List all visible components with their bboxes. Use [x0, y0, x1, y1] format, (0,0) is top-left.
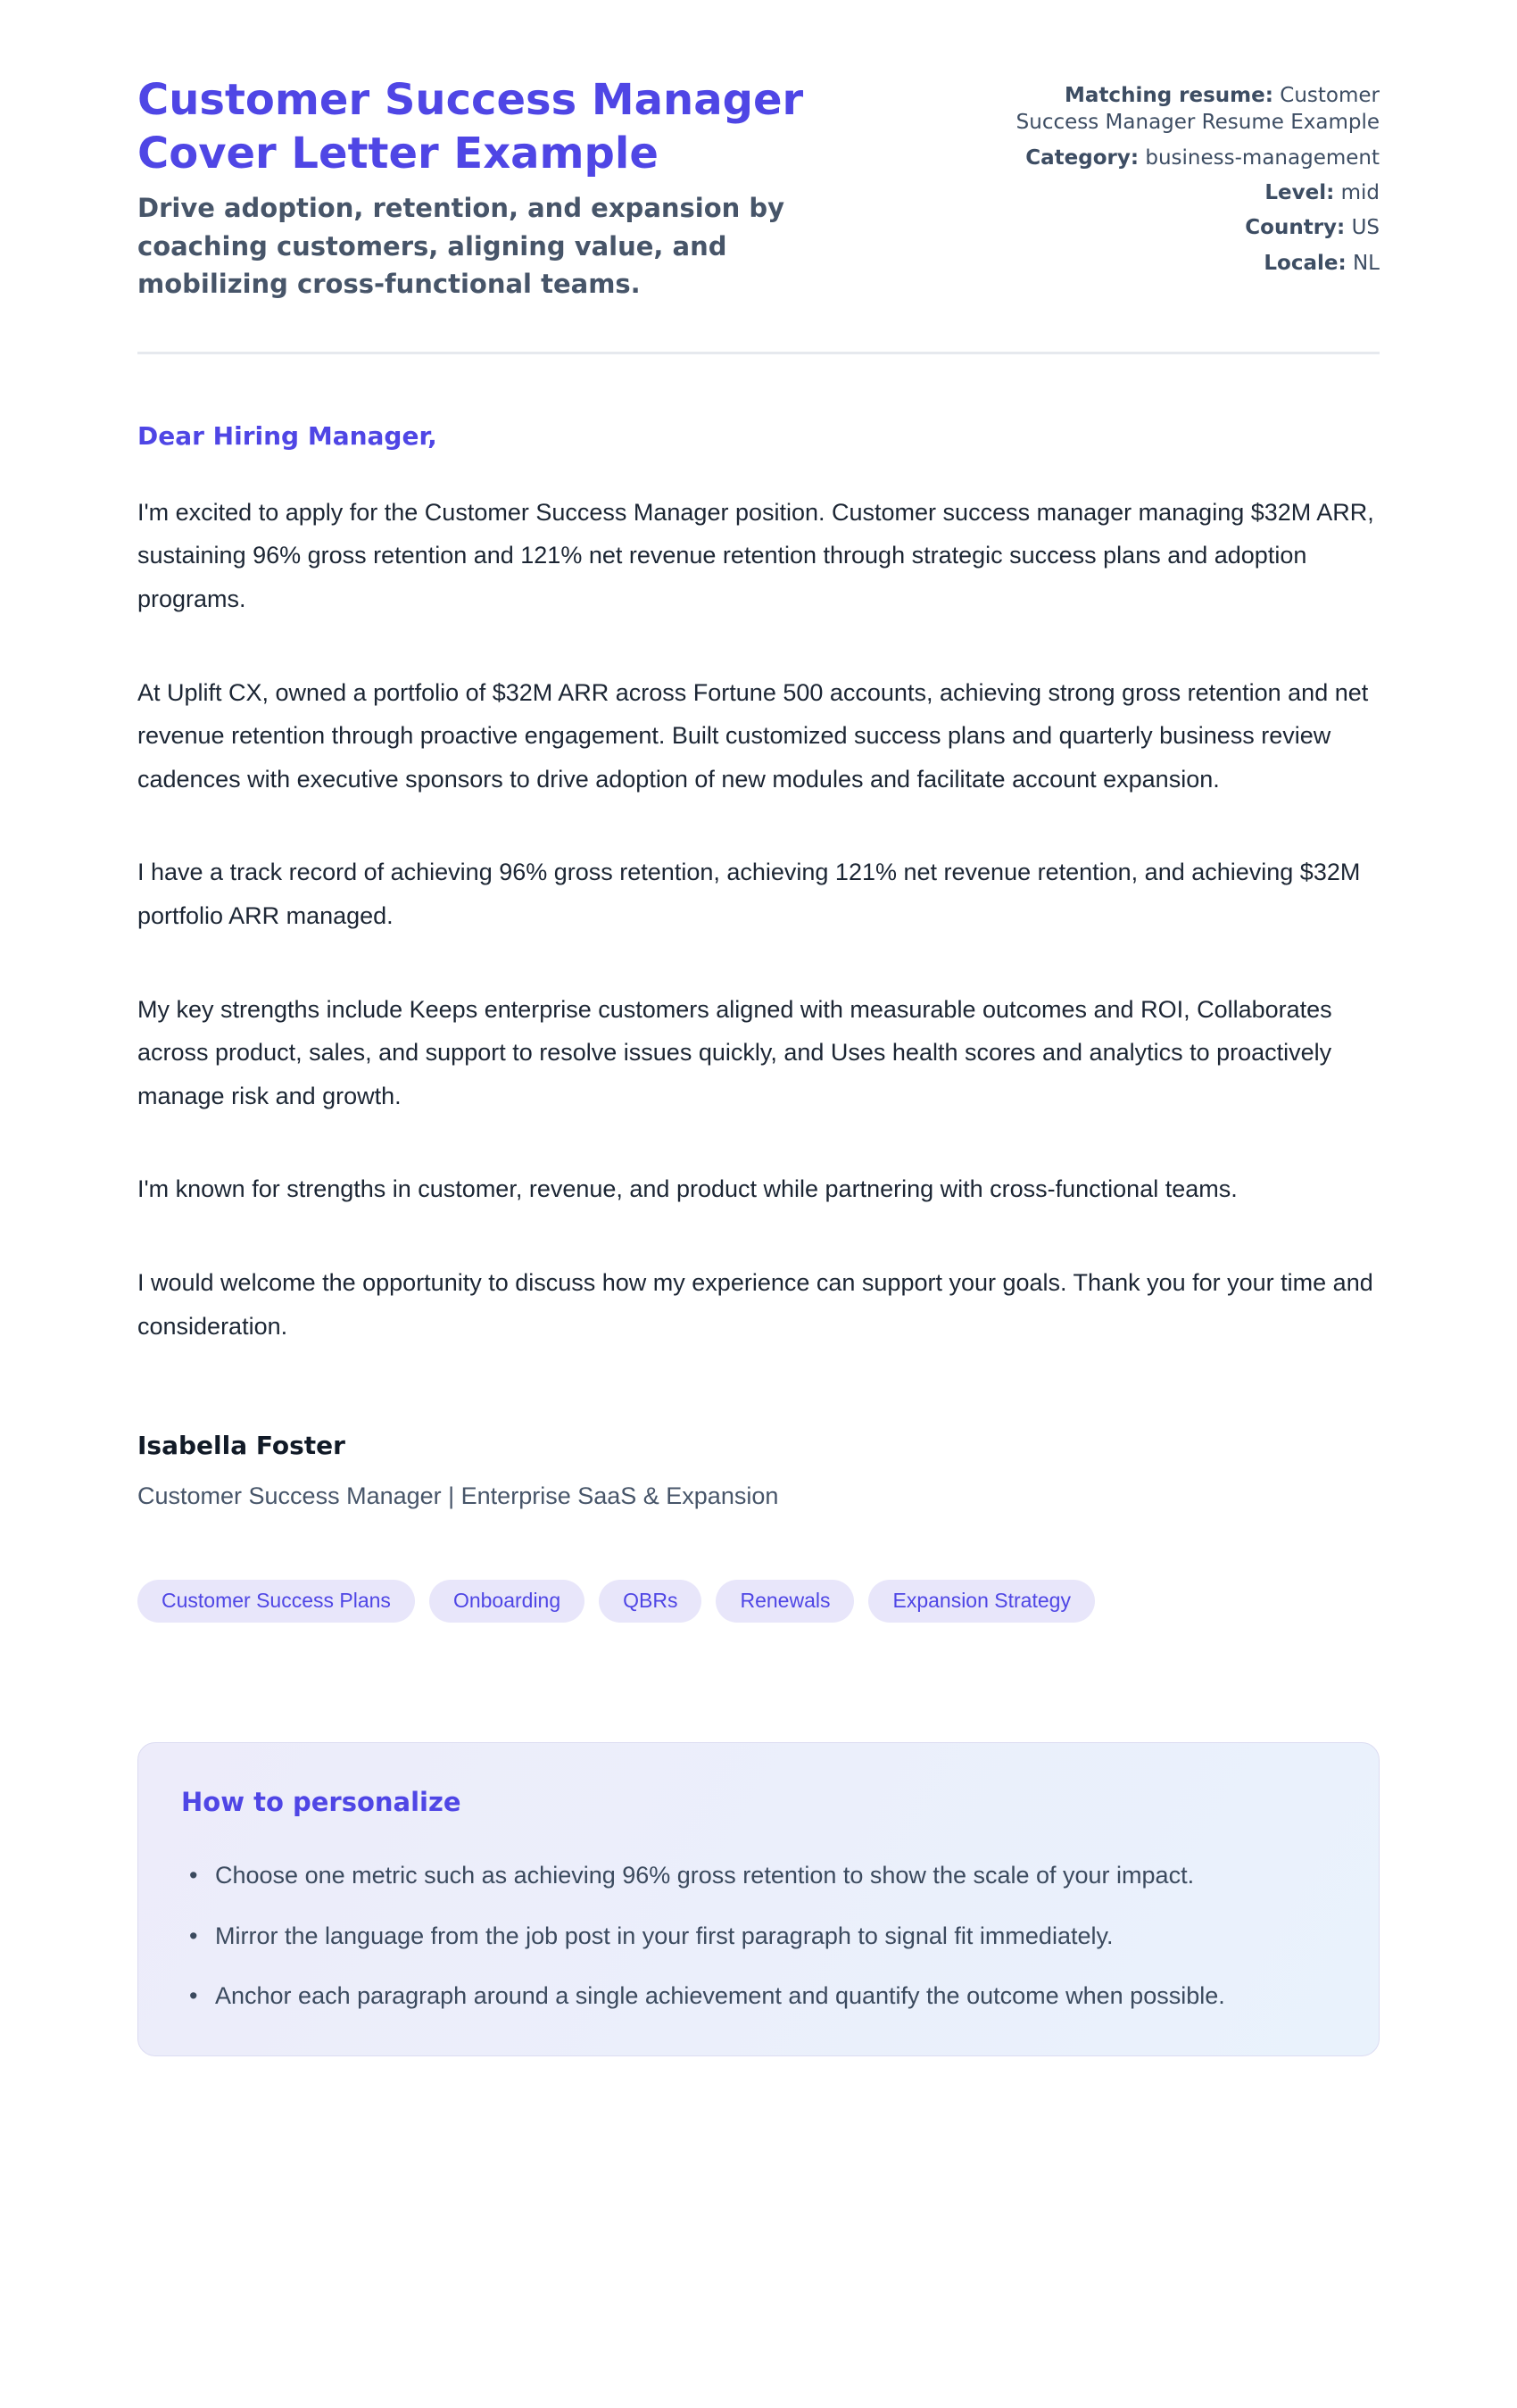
page-subtitle: Drive adoption, retention, and expansion by coaching customers, aligning value, and mobilizing cross-functional teams.	[137, 193, 785, 300]
personalize-box	[137, 1742, 1380, 2056]
personalize-tip-list	[181, 1854, 1336, 2018]
meta-label: Matching resume:	[1065, 84, 1273, 107]
letter-greeting: Dear Hiring Manager,	[137, 420, 437, 451]
tag-pill-renewals[interactable]: Renewals	[716, 1580, 854, 1623]
meta-value: Customer Success Manager Resume Example	[1015, 84, 1380, 135]
signature-name: Isabella Foster	[137, 1431, 345, 1461]
tag-pill-onboarding[interactable]: Onboarding	[429, 1580, 584, 1623]
meta-row-locale	[987, 250, 1380, 277]
header-divider	[137, 352, 1380, 354]
meta-row-category	[987, 145, 1380, 171]
meta-label: Level:	[1264, 181, 1335, 205]
letter-paragraph: I have a track record of achieving 96% gross retention, achieving 121% net revenue retention, and achieving $32M portfolio ARR managed.	[137, 859, 1361, 930]
tag-pill-customer-success-plans[interactable]: Customer Success Plans	[137, 1580, 415, 1623]
tag-list	[137, 1580, 1380, 1623]
page	[137, 0, 1380, 2155]
personalize-tip: • Choose one metric such as achieving 96% gross retention to show the scale of your impact.	[181, 1854, 1336, 1897]
cover-letter-body	[137, 420, 1380, 1348]
letter-paragraph: My key strengths include Keeps enterprise customers aligned with measurable outcomes and ROI, Collaborates across product, sales, and support to resolve issues quickly, and Uses health scores and analytics to proactively manage risk and growth.	[137, 995, 1332, 1109]
personalize-tip: • Mirror the language from the job post in your first paragraph to signal fit immediately.	[181, 1914, 1336, 1958]
meta-label: Country:	[1245, 216, 1346, 240]
signature-block	[137, 1430, 1380, 1511]
letter-paragraph: I'm excited to apply for the Customer Success Manager position. Customer success manager managing $32M ARR, sustaining 96% gross retention and 121% net revenue retention through strategic success plans and adoption programs.	[137, 498, 1374, 613]
tag-pill-qbrs[interactable]: QBRs	[599, 1580, 701, 1623]
letter-paragraph: At Uplift CX, owned a portfolio of $32M ARR across Fortune 500 accounts, achieving strong gross retention and net revenue retention through proactive engagement. Built customized success plans and quarterly business review cadences with executive sponsors to drive adoption of new modules and facilitate account expansion.	[137, 678, 1369, 793]
tag-pill-expansion-strategy[interactable]: Expansion Strategy	[868, 1580, 1094, 1623]
personalize-heading: How to personalize	[181, 1786, 461, 1817]
meta-value: mid	[1340, 181, 1380, 205]
letter-paragraph: I'm known for strengths in customer, revenue, and product while partnering with cross-functional teams.	[137, 1175, 1238, 1203]
personalize-tip: • Anchor each paragraph around a single achievement and quantify the outcome when possible.	[181, 1974, 1336, 2018]
meta-value: business-management	[1145, 145, 1380, 170]
page-title: Customer Success Manager Cover Letter Example	[137, 75, 804, 179]
meta-row-level	[987, 179, 1380, 206]
signature-title: Customer Success Manager | Enterprise SaaS & Expansion	[137, 1482, 779, 1509]
meta-panel	[987, 73, 1380, 285]
meta-label: Category:	[1025, 145, 1140, 170]
meta-row-country	[987, 214, 1380, 241]
meta-row-matching-resume	[987, 82, 1380, 137]
letter-paragraph: I would welcome the opportunity to discuss how my experience can support your goals. Thank you for your time and consideration.	[137, 1269, 1373, 1340]
meta-value: US	[1351, 216, 1380, 240]
meta-value: NL	[1352, 251, 1380, 275]
meta-label: Locale:	[1264, 251, 1347, 275]
header-title-block	[137, 73, 951, 303]
page-header	[137, 73, 1380, 303]
